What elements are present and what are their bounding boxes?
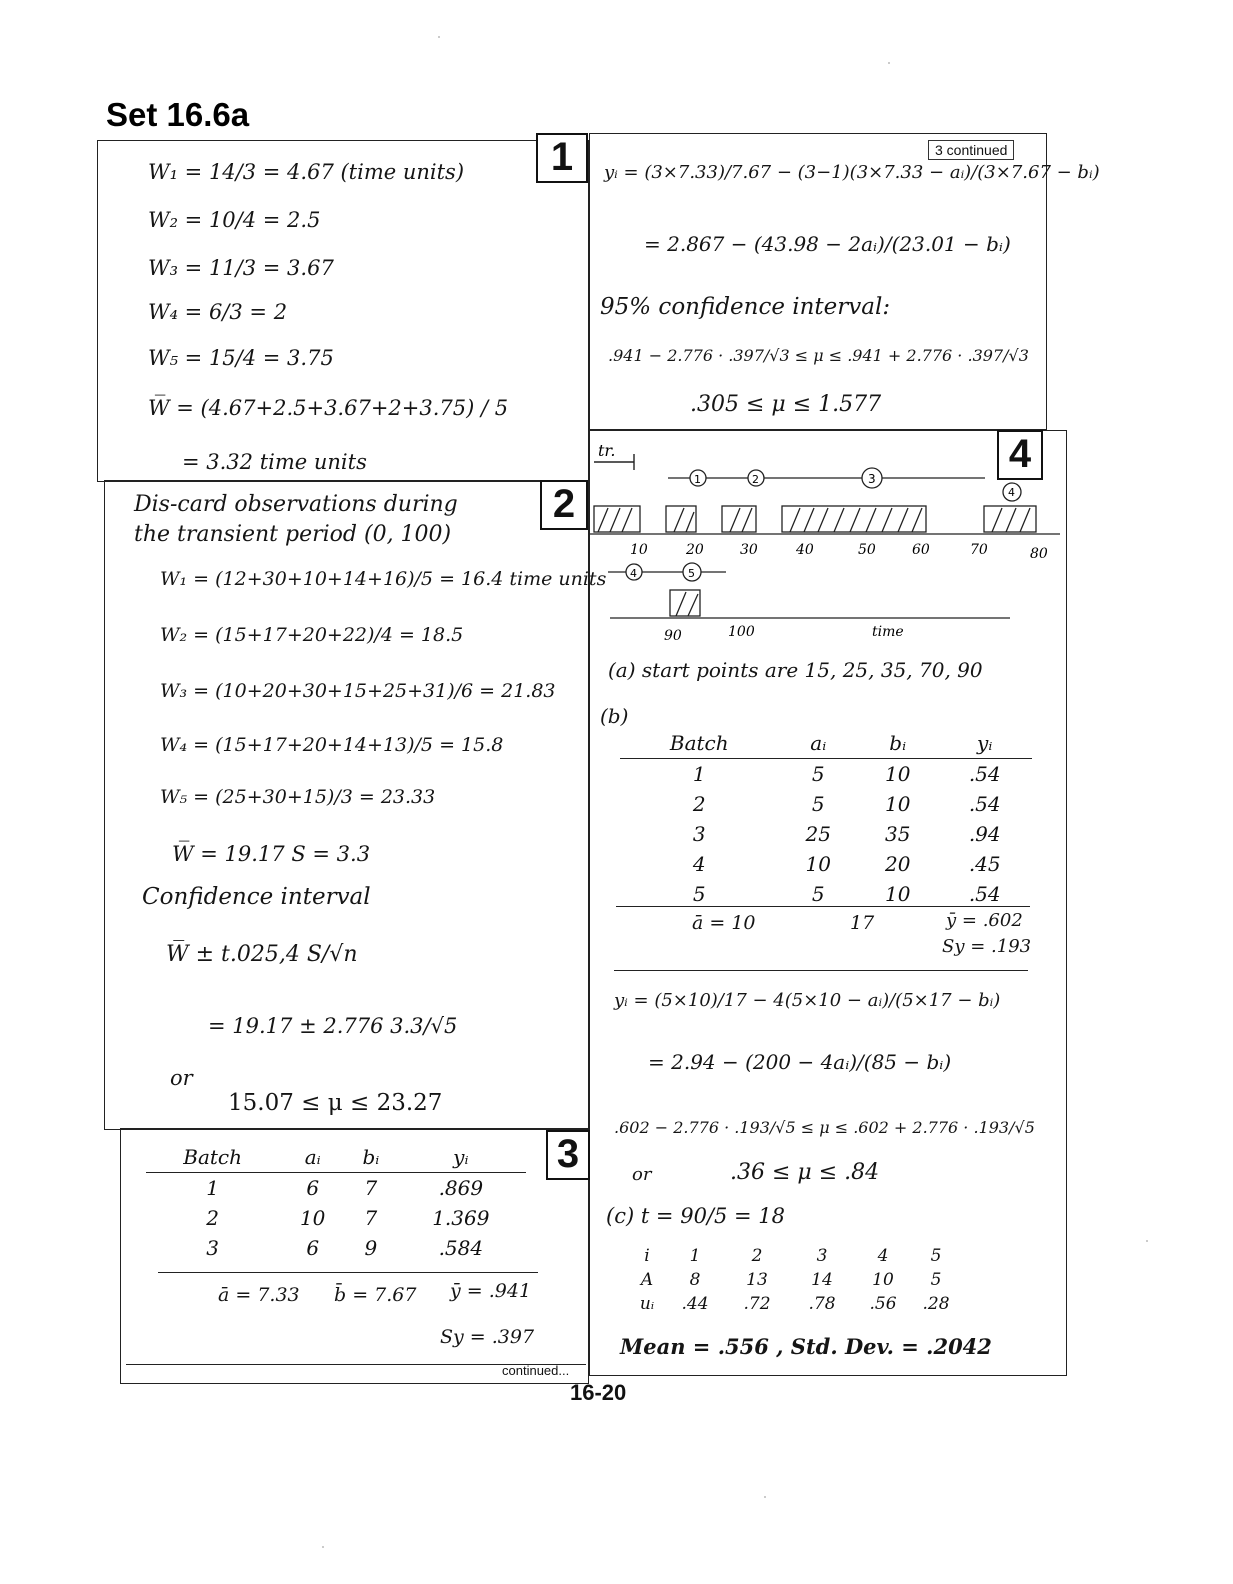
table-row	[620, 728, 1032, 759]
sec2-note-line1: Dis-card observations during	[134, 492, 458, 517]
table-header: aᵢ	[279, 1142, 346, 1173]
table-row	[628, 1244, 960, 1268]
scan-speck	[322, 1546, 324, 1548]
batch-circle-4b-label: 4	[630, 567, 637, 580]
table-cell: uᵢ	[639, 1294, 655, 1314]
sec2-or: or	[170, 1066, 193, 1090]
sec2-ci-label: Confidence interval	[142, 884, 371, 910]
bar-3	[782, 506, 926, 532]
table-cell: .56	[869, 1294, 897, 1314]
bar-4	[984, 506, 1036, 532]
sec3-divider	[158, 1272, 538, 1273]
sec2-w2: W₂ = (15+17+20+22)/4 = 18.5	[160, 624, 464, 646]
sec4-sy: Sy = .193	[942, 936, 1032, 957]
table-cell: .54	[968, 792, 1001, 816]
table-cell: 4	[877, 1246, 889, 1266]
table-header: bᵢ	[346, 1142, 396, 1173]
table-header: aᵢ	[779, 728, 858, 759]
sec4-part-c: (c) t = 90/5 = 18	[606, 1204, 786, 1228]
table-row	[628, 1292, 960, 1316]
section-4-number: 4	[997, 430, 1043, 480]
sec1-w5: W₅ = 15/4 = 3.75	[148, 346, 334, 370]
continued-note: continued...	[502, 1363, 570, 1378]
tick-label: 40	[796, 542, 814, 558]
tick-label: 50	[858, 542, 876, 558]
table-header: yᵢ	[396, 1142, 526, 1173]
sec3-table	[146, 1142, 526, 1263]
sec2-w1: W₁ = (12+30+10+14+16)/5 = 16.4 time units	[160, 568, 607, 590]
table-cell: 14	[811, 1270, 833, 1290]
sec4-or: or	[632, 1164, 652, 1185]
table-cell: 5	[692, 882, 706, 906]
table-cell: 10	[884, 762, 911, 786]
table-cell: .869	[438, 1176, 484, 1200]
tick-label: 60	[912, 542, 930, 558]
table-cell: 9	[364, 1236, 378, 1260]
section-3-number: 3	[546, 1130, 590, 1180]
table-header: bᵢ	[858, 728, 937, 759]
section-3-continued-tag: 3 continued	[928, 140, 1014, 160]
table-row	[620, 819, 1032, 849]
table-cell: 5	[811, 762, 825, 786]
sec4-yi-line1: yᵢ = (5×10)/17 − 4(5×10 − aᵢ)/(5×17 − bᵢ)	[614, 990, 1001, 1011]
batch-circle-4-label: 4	[1008, 486, 1015, 499]
axis-label: time	[872, 624, 904, 640]
sec2-w4: W₄ = (15+17+20+14+13)/5 = 15.8	[160, 734, 504, 756]
sec1-result: = 3.32 time units	[182, 450, 367, 474]
table-cell: 8	[689, 1270, 701, 1290]
table-cell: 6	[306, 1236, 320, 1260]
tick-label: 90	[664, 628, 682, 644]
sec2-ci-value: = 19.17 ± 2.776 3.3/√5	[208, 1014, 458, 1038]
axis-2-ticks	[664, 624, 904, 644]
batch-circle-5-label: 5	[688, 567, 695, 580]
batch-circle-1-label: 1	[694, 473, 701, 486]
table-cell: 4	[692, 852, 706, 876]
sec4-part-a: (a) start points are 15, 25, 35, 70, 90	[608, 658, 983, 682]
sec1-w3: W₃ = 11/3 = 3.67	[148, 256, 334, 280]
table-cell: .28	[922, 1294, 950, 1314]
sec3c-ci-label: 95% confidence interval:	[600, 294, 891, 320]
table-row	[620, 789, 1032, 819]
sec2-ci-formula: W̅ ± t.025,4 S/√n	[166, 942, 358, 967]
scan-speck	[438, 36, 440, 38]
table-cell: 7	[364, 1206, 378, 1230]
table-cell: 5	[811, 792, 825, 816]
table-cell: 13	[746, 1270, 768, 1290]
sec4-bbar: 17	[850, 912, 875, 934]
sec4-summary: Mean = .556 , Std. Dev. = .2042	[620, 1334, 992, 1359]
hatch-strokes	[598, 508, 1030, 532]
sec4-abar: ā = 10	[692, 912, 756, 934]
sec3c-yi-line1: yᵢ = (3×7.33)/7.67 − (3−1)(3×7.33 − aᵢ)/(3×7.67 − bᵢ)	[604, 162, 1100, 183]
sec4-timeline-diagram	[590, 434, 1060, 648]
table-row	[146, 1233, 526, 1263]
table-cell: 10	[884, 882, 911, 906]
sec3c-ci-result: .305 ≤ μ ≤ 1.577	[690, 392, 882, 417]
table-cell: .72	[743, 1294, 771, 1314]
table-row	[620, 879, 1032, 909]
page-number: 16-20	[570, 1380, 627, 1405]
table-row	[146, 1173, 526, 1204]
sec2-w3: W₃ = (10+20+30+15+25+31)/6 = 21.83	[160, 680, 556, 702]
table-cell: 2	[206, 1206, 219, 1230]
scan-speck	[888, 62, 890, 64]
sec3-ybar: ȳ = .941	[450, 1280, 532, 1302]
table-row	[146, 1142, 526, 1173]
table-row	[628, 1268, 960, 1292]
table-cell: 10	[299, 1206, 326, 1230]
tick-label: 70	[970, 542, 988, 558]
section-2-number: 2	[540, 480, 588, 530]
hatch-strokes-2	[676, 592, 698, 616]
table-cell: .44	[681, 1294, 709, 1314]
table-cell: 5	[930, 1246, 942, 1266]
table-cell: .54	[968, 882, 1001, 906]
sec2-mean: W̅ = 19.17 S = 3.3	[172, 842, 371, 866]
sec1-wbar: W̅ = (4.67+2.5+3.67+2+3.75) / 5	[148, 396, 509, 420]
table-row	[620, 759, 1032, 790]
table-cell: 10	[805, 852, 831, 876]
tick-label: 10	[630, 542, 648, 558]
table-cell: 1	[689, 1246, 701, 1266]
batch-circle-2-label: 2	[752, 473, 759, 486]
table-cell: .45	[968, 852, 1001, 876]
scan-speck	[1146, 1240, 1148, 1242]
sec3c-yi-line2: = 2.867 − (43.98 − 2aᵢ)/(23.01 − bᵢ)	[644, 232, 1011, 256]
table-header: yᵢ	[937, 728, 1032, 759]
hatched-bars	[594, 506, 1036, 532]
sec3-sy: Sy = .397	[440, 1326, 535, 1348]
table-cell: 5	[930, 1270, 942, 1290]
sec3-abar: ā = 7.33	[218, 1284, 300, 1306]
sec3c-ci-formula: .941 − 2.776 · .397/√3 ≤ μ ≤ .941 + 2.776 · .397/√3	[608, 346, 1029, 365]
tick-label: 20	[686, 542, 704, 558]
table-cell: 5	[811, 882, 825, 906]
batch-circle-3-label: 3	[868, 472, 876, 486]
table-cell: 25	[805, 822, 831, 846]
table-cell: .94	[968, 822, 1001, 846]
sec2-w5: W₅ = (25+30+15)/3 = 23.33	[160, 786, 436, 808]
table-row	[620, 849, 1032, 879]
sec1-w4: W₄ = 6/3 = 2	[148, 300, 288, 324]
sec1-w2: W₂ = 10/4 = 2.5	[148, 208, 321, 232]
table-cell: 2	[751, 1246, 763, 1266]
table-cell: 35	[884, 822, 911, 846]
axis-1-ticks	[630, 542, 1048, 562]
page-title: Set 16.6a	[106, 96, 250, 133]
table-cell: 3	[206, 1236, 219, 1260]
sec4-yi-line2: = 2.94 − (200 − 4aᵢ)/(85 − bᵢ)	[648, 1050, 952, 1074]
table-cell: 2	[692, 792, 706, 816]
table-header: Batch	[146, 1142, 279, 1173]
sec3-bbar: b̄ = 7.67	[334, 1284, 417, 1306]
tick-label: 100	[728, 624, 755, 640]
sec4-table-divider	[616, 906, 1030, 907]
bar-0	[594, 506, 640, 532]
table-cell: .584	[438, 1236, 484, 1260]
table-cell: 1	[206, 1176, 219, 1200]
table-cell: .78	[808, 1294, 836, 1314]
table-row	[146, 1203, 526, 1233]
scan-speck	[764, 1496, 766, 1498]
table-cell: 20	[884, 852, 911, 876]
sec4-ybar: ȳ = .602	[946, 910, 1023, 931]
sec2-note-line2: the transient period (0, 100)	[134, 522, 452, 547]
section-1-number: 1	[536, 133, 588, 183]
sec4-c-table	[628, 1244, 960, 1316]
sec2-ci-result: 15.07 ≤ μ ≤ 23.27	[228, 1090, 443, 1116]
sec4-table	[620, 728, 1032, 909]
table-cell: 1	[692, 762, 706, 786]
sec4-ci-result: .36 ≤ μ ≤ .84	[730, 1160, 880, 1185]
tick-label: 80	[1030, 546, 1048, 562]
table-cell: 1.369	[432, 1206, 490, 1230]
table-cell: 7	[364, 1176, 378, 1200]
sec1-w1: W₁ = 14/3 = 4.67 (time units)	[148, 160, 465, 184]
sec4-ci-formula: .602 − 2.776 · .193/√5 ≤ μ ≤ .602 + 2.776 · .193/√5	[614, 1118, 1035, 1137]
tick-label: 30	[740, 542, 758, 558]
table-cell: 10	[872, 1270, 894, 1290]
table-cell: 10	[884, 792, 911, 816]
sec4-rule	[614, 970, 1028, 971]
table-cell: 6	[306, 1176, 320, 1200]
sec4-part-b: (b)	[600, 704, 629, 728]
tr-label: tr.	[598, 441, 616, 460]
table-header: Batch	[620, 728, 779, 759]
table-cell: 3	[816, 1246, 828, 1266]
table-cell: 3	[692, 822, 706, 846]
table-cell: i	[644, 1246, 650, 1266]
table-cell: .54	[968, 762, 1001, 786]
table-cell: A	[640, 1270, 654, 1290]
